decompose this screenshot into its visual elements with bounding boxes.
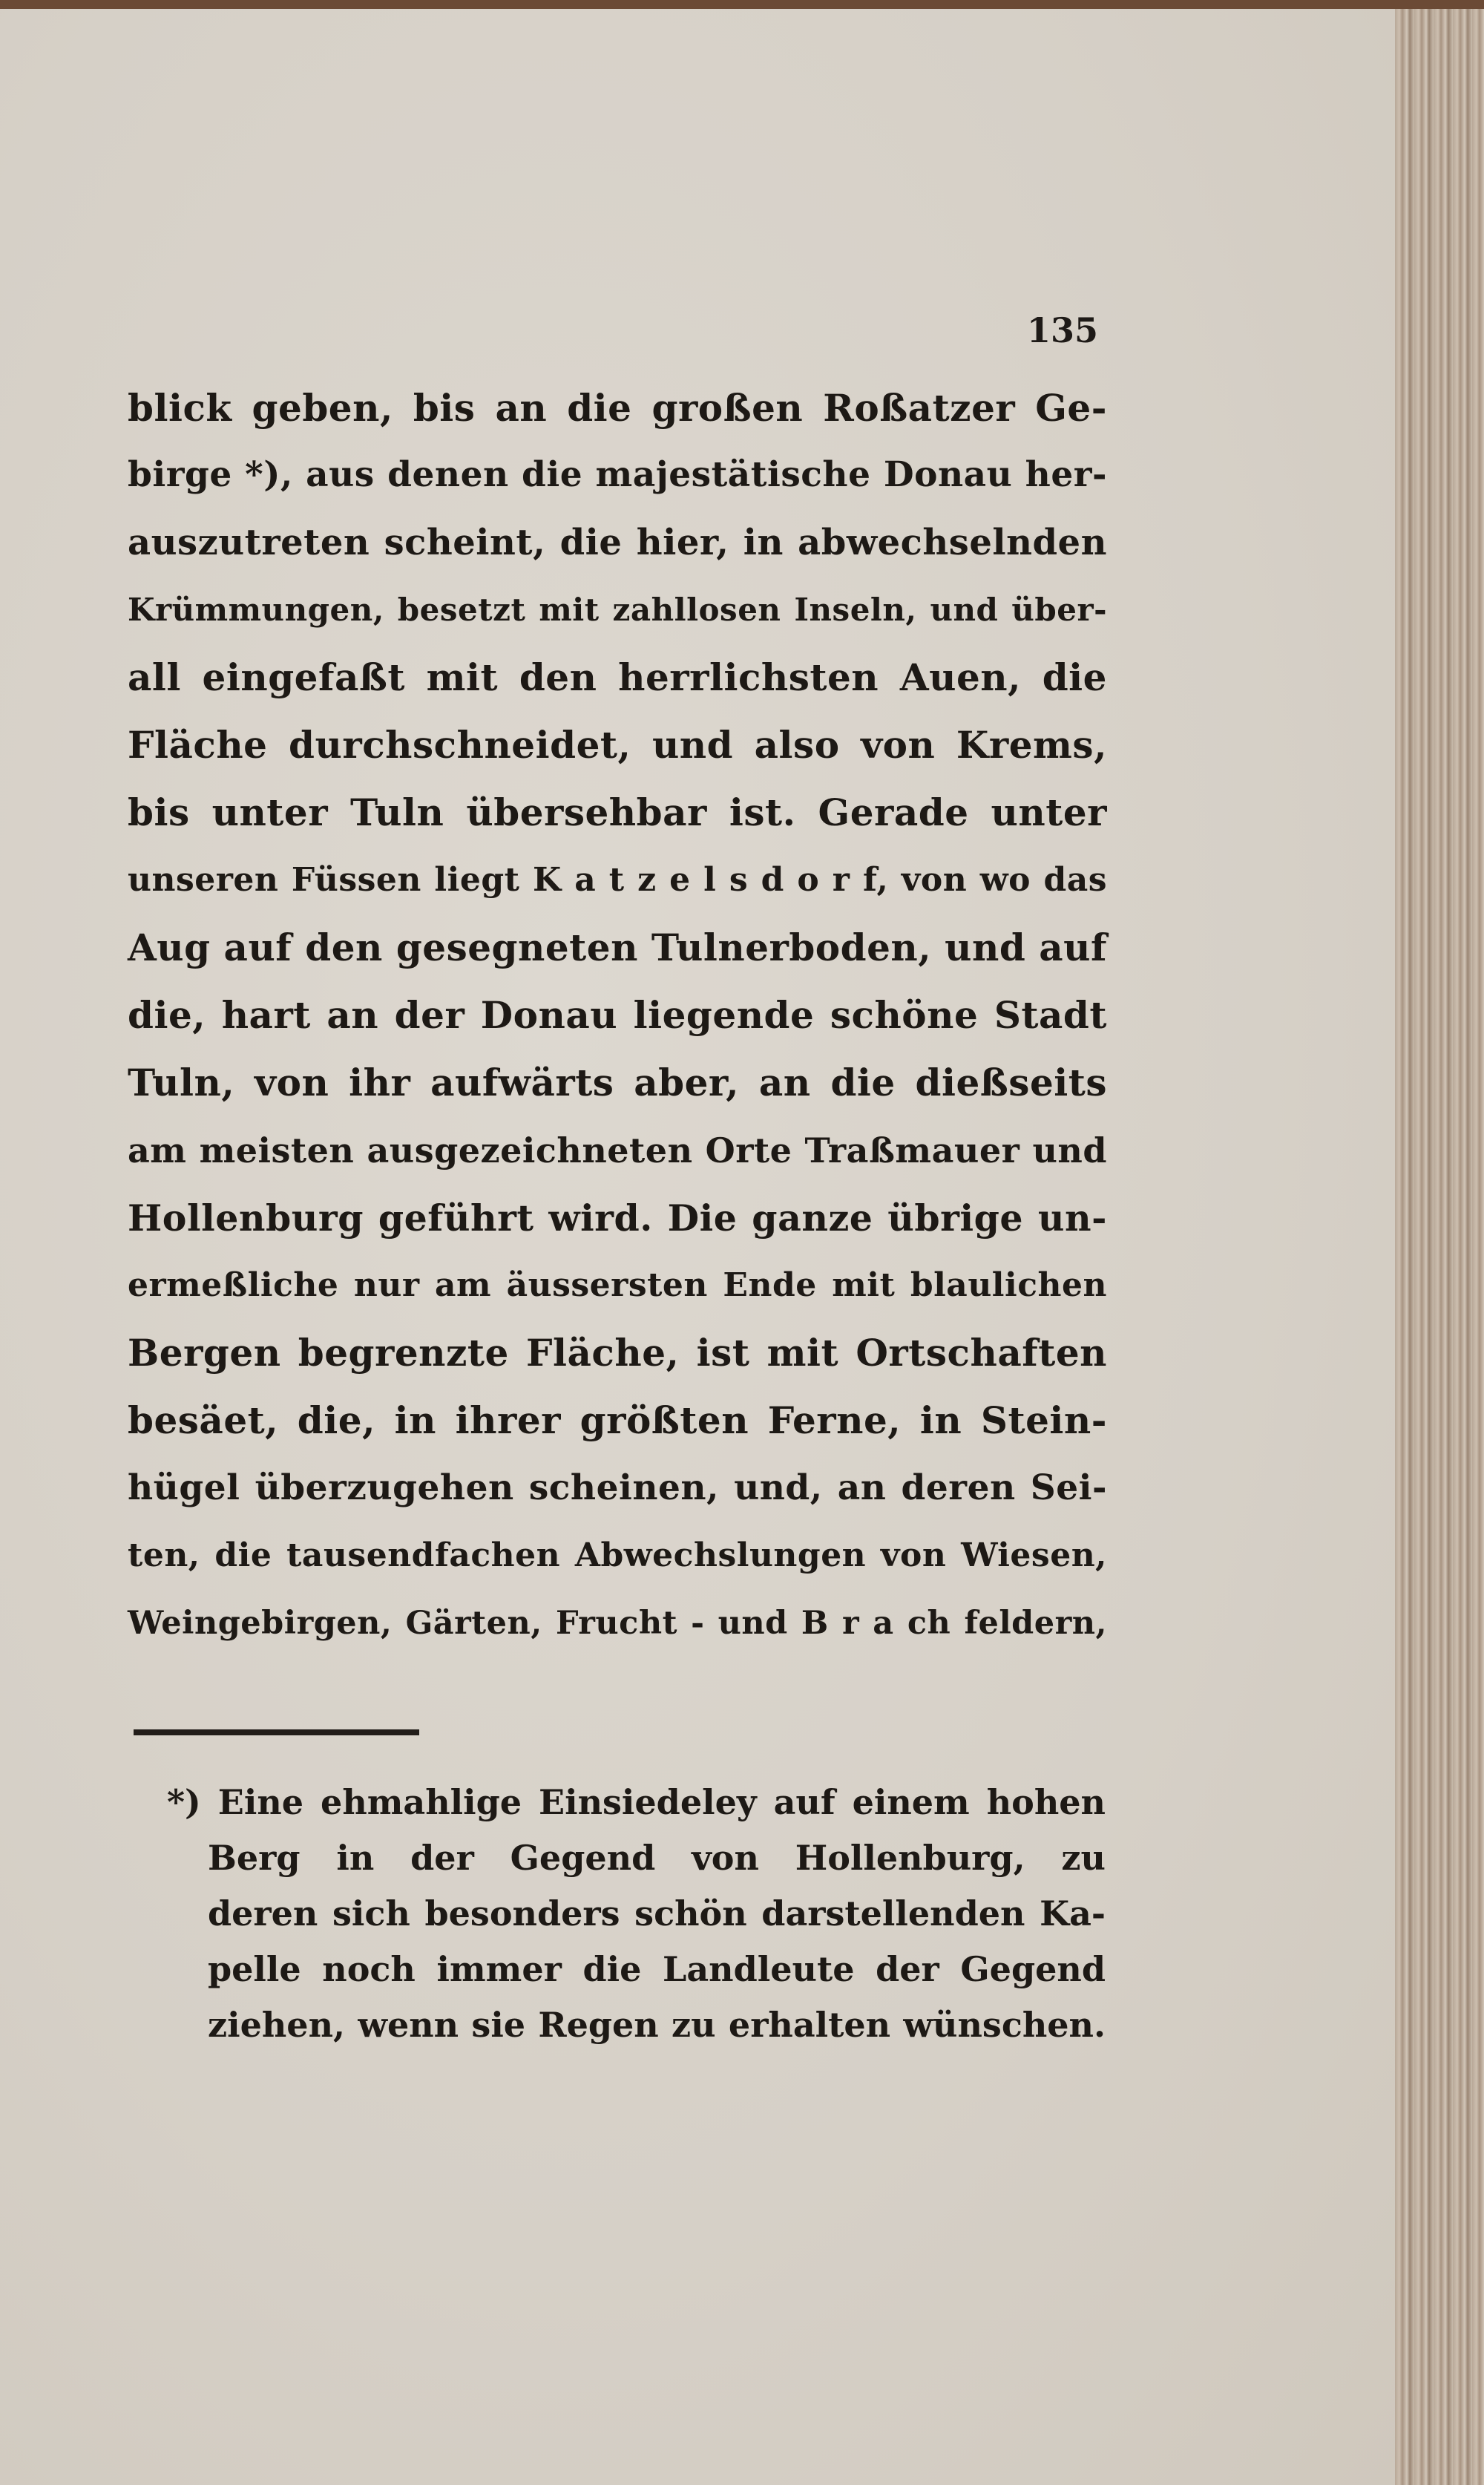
text-line: Hollenburg geführt wird. Die ganze übrige un- [128, 1196, 1107, 1240]
text-line: ermeßliche nur am äussersten Ende mit blaulichen [128, 1266, 1107, 1304]
footnote-line: pelle noch immer die Landleute der Gegend [208, 1949, 1106, 1989]
footnote-line: Berg in der Gegend von Hollenburg, zu [208, 1838, 1106, 1878]
text-line: ten, die tausendfachen Abwechslungen von Wiesen, [128, 1536, 1107, 1574]
text-line: all eingefaßt mit den herrlichsten Auen, die [128, 655, 1107, 699]
text-line: besäet, die, in ihrer größten Ferne, in Stein- [128, 1398, 1107, 1442]
page-number: 135 [1026, 310, 1098, 350]
text-line: Bergen begrenzte Fläche, ist mit Ortschaften [128, 1331, 1107, 1375]
footnote-line: ziehen, wenn sie Regen zu erhalten wünschen. [208, 2005, 1106, 2045]
text-line: Tuln, von ihr aufwärts aber, an die dießseits [128, 1061, 1107, 1104]
text-line: auszutreten scheint, die hier, in abwechselnden [128, 522, 1107, 563]
footnote-line: *) Eine ehmahlige Einsiedeley auf einem hohen [167, 1782, 1106, 1822]
text-line: am meisten ausgezeichneten Orte Traßmauer und [128, 1130, 1107, 1171]
page-edges [1395, 9, 1484, 2485]
text-line: bis unter Tuln übersehbar ist. Gerade unter [128, 790, 1107, 834]
text-line: unseren Füssen liegt K a t z e l s d o r f, von wo das [128, 861, 1107, 899]
text-line: Aug auf den gesegneten Tulnerboden, und auf [128, 926, 1107, 969]
text-line: Fläche durchschneidet, und also von Krems, [128, 723, 1107, 767]
text-line: hügel überzugehen scheinen, und, an deren Sei- [128, 1467, 1107, 1508]
text-line: die, hart an der Donau liegende schöne Stadt [128, 993, 1107, 1037]
footnote-divider [134, 1729, 419, 1735]
text-line: blick geben, bis an die großen Roßatzer Ge- [128, 386, 1107, 430]
text-line: Weingebirgen, Gärten, Frucht - und B r a ch feldern, [128, 1605, 1107, 1642]
footnote-line: deren sich besonders schön darstellenden Ka- [208, 1893, 1106, 1934]
text-line: birge *), aus denen die majestätische Donau her- [128, 454, 1107, 495]
text-line: Krümmungen, besetzt mit zahllosen Inseln, und über- [128, 592, 1107, 628]
book-page [0, 9, 1395, 2485]
